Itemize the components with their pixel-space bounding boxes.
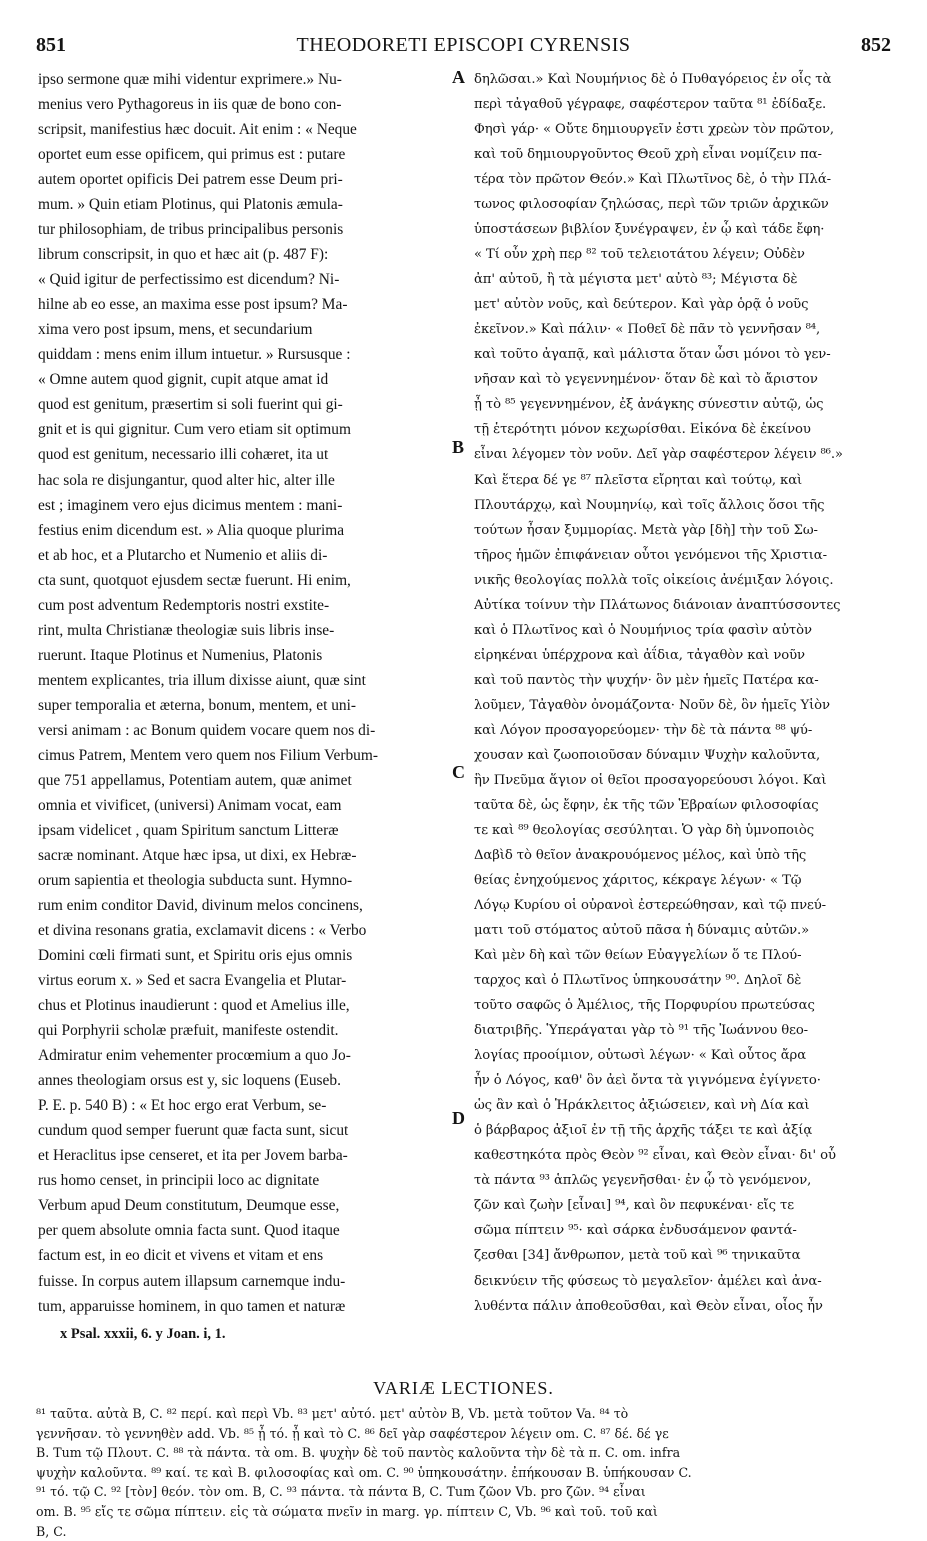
- greek-text-line: τῆρος ἡμῶν ἐπιφάνειαν οὗτοι γενόμενοι τῆς Χριστια-: [474, 547, 827, 563]
- latin-text-line: tum, apparuisse hominem, in quo tamen et naturæ: [38, 1297, 346, 1315]
- margin-letter-c: C: [452, 762, 465, 782]
- latin-text-line: quiddam : mens enim illum intuetur. » Rursusque :: [38, 346, 351, 364]
- latin-text-line: versi animam : ac Bonum quidem vocare quem nos di-: [38, 721, 376, 739]
- latin-text-line: et ab hoc, et a Plutarcho et Numenio et aliis di-: [38, 546, 328, 564]
- latin-text-line: tur philosophiam, de tribus principalibus personis: [38, 221, 344, 239]
- greek-text-line: Αὐτίκα τοίνυν τὴν Πλάτωνος διάνοιαν ἀναπτύσσοντες: [474, 597, 841, 613]
- latin-text-line: factum est, in eo dicit et vivens et vitam et ens: [38, 1247, 324, 1265]
- greek-text-line: ματι τοῦ στόματος αὐτοῦ πᾶσα ἡ δύναμις αὐτῶν.»: [474, 923, 810, 939]
- greek-text-line: « Τί οὖν χρὴ περ ⁸² τοῦ τελειοτάτου λέγειν; Οὐδὲν: [474, 247, 805, 263]
- greek-text-line: ὡς ἂν καὶ ὁ Ἡράκλειτος ἀξιώσειεν, καὶ νὴ Δία καὶ: [474, 1098, 810, 1114]
- greek-text-line: νικῆς θεολογίας πολλὰ τοῖς οἰκείοις ἀνέμιξαν λόγοις.: [474, 572, 834, 588]
- greek-text-line: τὰ πάντα ⁹³ ἁπλῶς γεγενῆσθαι· ἐν ᾧ τὸ γενόμενον,: [474, 1173, 812, 1189]
- greek-text-line: δεικνύειν τῆς φύσεως τὸ μεγαλεῖον· ἀμέλει καὶ ἀνα-: [474, 1273, 822, 1289]
- latin-text-line: P. E. p. 540 B) : « Et hoc ergo erat Verbum, se-: [38, 1097, 327, 1115]
- latin-text-line: gnit et is qui gignitur. Cum vero etiam sit optimum: [38, 421, 351, 439]
- variant-reading-line: ⁹¹ τό. τῷ C. ⁹² [τὸν] θεόν. τὸν om. B, C. ⁹³ πάντα. τὰ πάντα B, C. Tum ζῶον Vb. pro ζῶν. ⁹⁴ εἶναι: [36, 1484, 646, 1500]
- greek-text-line: Λόγῳ Κυρίου οἱ οὐρανοὶ ἐστερεώθησαν, καὶ τῷ πνεύ-: [474, 898, 827, 914]
- latin-text-line: ipso sermone quæ mihi videntur exprimere.» Nu-: [38, 71, 342, 88]
- variant-reading-line: γεννῆσαν. τὸ γεννηθὲν add. Vb. ⁸⁵ ᾖ τό. ᾖ καὶ τὸ C. ⁸⁶ δεῖ γὰρ σαφέστερον λέγειν om. C. ⁸⁷ δέ. δέ γε: [36, 1425, 669, 1441]
- greek-text-line: Πλουτάρχῳ, καὶ Νουμηνίῳ, καὶ τοῖς ἄλλοις ὅσοι τῆς: [474, 497, 825, 513]
- page-title: THEODORETI EPISCOPI CYRENSIS: [296, 34, 631, 56]
- latin-text-line: fuisse. In corpus autem illapsum carnemque indu-: [38, 1272, 346, 1290]
- greek-text-line: σῶμα πίπτειν ⁹⁵· καὶ σάρκα ἐνδυσάμενον φαντά-: [474, 1223, 797, 1239]
- margin-letter-b: B: [452, 437, 465, 457]
- greek-text-line: λοῦμεν, Τἀγαθὸν ὀνομάζοντα· Νοῦν δὲ, ὃν ἡμεῖς Υἱὸν: [474, 697, 830, 713]
- latin-text-line: rum enim conditor David, divinum melos concinens,: [38, 897, 363, 915]
- latin-text-line: quod est genitum, præsertim si soli fuerint qui gi-: [38, 396, 343, 414]
- greek-text-line: τέρα τὸν πρῶτον Θεόν.» Καὶ Πλωτῖνος δὲ, ὁ τὴν Πλά-: [474, 172, 831, 188]
- latin-text-line: chus et Plotinus inaudierunt : quod et Amelius ille,: [38, 997, 350, 1015]
- latin-text-line: super temporalia et æterna, bonum, mentem, et uni-: [38, 696, 356, 714]
- greek-text-line: τοῦτο σαφῶς ὁ Ἀμέλιος, τῆς Πορφυρίου πρωτεύσας: [474, 998, 815, 1014]
- variant-reading-line: B. Tum τῷ Πλουτ. C. ⁸⁸ τὰ πάντα. τὰ om. B. ψυχὴν δὲ τοῦ παντὸς καλοῦντα τὴν δὲ τὰ π. C. om. infra: [36, 1445, 681, 1461]
- margin-letter-d: D: [452, 1108, 465, 1128]
- greek-text-line: Φησὶ γάρ· « Οὔτε δημιουργεῖν ἐστι χρεὼν τὸν πρῶτον,: [474, 122, 835, 138]
- latin-text-line: cimus Patrem, Mentem vero quem nos Filium Verbum-: [38, 746, 378, 764]
- running-head: [36, 34, 891, 64]
- variant-reading-line: ψυχὴν καλοῦντα. ⁸⁹ καί. τε καὶ B. φιλοσοφίας καὶ om. C. ⁹⁰ ὑπηκουσάτην. ἐπήκουσαν B. ὑπήκουσαν C.: [36, 1464, 692, 1480]
- latin-text-line: omnia et vivificet, (universi) Animam vocat, eam: [38, 796, 342, 814]
- latin-text-line: ruerunt. Itaque Plotinus et Numenius, Platonis: [38, 646, 323, 664]
- greek-text-line: λογίας προοίμιον, οὑτωσὶ λέγων· « Καὶ οὗτος ἄρα: [474, 1048, 806, 1064]
- greek-text-line: ᾖ τὸ ⁸⁵ γεγεννημένον, ἐξ ἀνάγκης σύνεστιν αὐτῷ, ὡς: [474, 397, 824, 413]
- latin-text-line: que 751 appellamus, Potentiam autem, quæ animet: [38, 771, 352, 789]
- latin-text-line: est ; imaginem vero ejus dicimus mentem : mani-: [38, 496, 343, 514]
- greek-text-line: λυθέντα πάλιν ἀποθεοῦσθαι, καὶ Θεὸν εἶναι, οἷος ἦν: [474, 1298, 823, 1314]
- greek-text-line: καὶ τοῦτο ἀγαπᾷ, καὶ μάλιστα ὅταν ὦσι μόνοι τὸ γεν-: [474, 347, 831, 363]
- latin-text-line: cta sunt, quotquot ejusdem sectæ fuerunt. Hi enim,: [38, 571, 351, 589]
- latin-text-line: qui Porphyrii scholæ præfuit, manifeste ostendit.: [38, 1022, 339, 1040]
- latin-text-line: et divina resonans gratia, exclamavit dicens : « Verbo: [38, 922, 367, 940]
- latin-text-line: « Omne autem quod gignit, cupit atque amat id: [38, 371, 329, 389]
- greek-text-line: ταῦτα δὲ, ὡς ἔφην, ἐκ τῆς τῶν Ἑβραίων φιλοσοφίας: [474, 797, 819, 813]
- latin-text-line: autem oportet opificis Dei patrem esse Deum pri-: [38, 171, 343, 189]
- latin-text-line: quod est genitum, necessario illi cohæret, ita ut: [38, 446, 329, 464]
- latin-text-line: et Heraclitus ipse censeret, et ita per Jovem barba-: [38, 1147, 348, 1165]
- page-number-right: 852: [861, 34, 891, 56]
- greek-text-line: καθεστηκότα πρὸς Θεὸν ⁹² εἶναι, καὶ Θεὸν εἶναι· δι' οὗ: [474, 1148, 836, 1164]
- greek-text-line: θείας ἐνηχούμενος χάριτος, κέκραγε λέγων· « Τῷ: [474, 873, 802, 888]
- margin-letter-a: A: [452, 67, 465, 87]
- greek-text-line: Καὶ ἕτερα δέ γε ⁸⁷ πλεῖστα εἴρηται καὶ τούτῳ, καὶ: [474, 472, 803, 488]
- latin-text-line: mentem explicantes, tria illum dixisse aiunt, quæ sint: [38, 671, 366, 689]
- greek-text-line: Καὶ μὲν δὴ καὶ τῶν θείων Εὐαγγελίων ὅ τε Πλού-: [474, 948, 802, 964]
- latin-text-line: menius vero Pythagoreus in iis quæ de bono con-: [38, 96, 342, 114]
- latin-text-line: per quem absolute omnia facta sunt. Quod itaque: [38, 1222, 340, 1240]
- greek-text-line: ταρχος καὶ ὁ Πλωτῖνος ὑπηκουσάτην ⁹⁰. Δηλοῖ δὲ: [474, 973, 802, 989]
- greek-text-line: δηλῶσαι.» Καὶ Νουμήνιος δὲ ὁ Πυθαγόρειος ἐν οἷς τὰ: [474, 72, 832, 87]
- variant-reading-line: om. B. ⁹⁵ εἴς τε σῶμα πίπτειν. εἰς τὰ σώματα πνεῖν in marg. γρ. πίπτειν C, Vb. ⁹⁶ καὶ τοῦ. τοῦ καὶ: [36, 1503, 658, 1519]
- footnote: x Psal. xxxii, 6. y Joan. i, 1.: [60, 1326, 226, 1342]
- greek-text-line: τῇ ἑτερότητι μόνον κεχωρίσθαι. Εἰκόνα δὲ ἐκείνου: [474, 422, 811, 438]
- latin-text-line: Domini cœli firmati sunt, et Spiritu oris ejus omnis: [38, 947, 353, 965]
- variae-lectiones: [36, 1404, 893, 1541]
- greek-text-line: τωνος φιλοσοφίαν ζηλώσας, περὶ τῶν τριῶν ἀρχικῶν: [474, 197, 829, 213]
- latin-text-line: mum. » Quin etiam Plotinus, qui Platonis æmula-: [38, 196, 343, 214]
- greek-column: [474, 67, 894, 1319]
- greek-text-line: καὶ ὁ Πλωτῖνος καὶ ὁ Νουμήνιος τρία φασὶν αὐτὸν: [474, 622, 812, 638]
- latin-text-line: rint, multa Christianæ theologiæ suis libris inse-: [38, 621, 335, 639]
- greek-text-line: ἣν Πνεῦμα ἅγιον οἱ θεῖοι προσαγορεύουσι λόγοι. Καὶ: [474, 772, 827, 788]
- greek-text-line: ζῶν καὶ ζωὴν [εἶναι] ⁹⁴, καὶ ὂν πεφυκέναι· εἴς τε: [474, 1198, 794, 1214]
- greek-text-line: διατριβῆς. Ὑπεράγαται γὰρ τὸ ⁹¹ τῆς Ἰωάννου θεο-: [474, 1023, 809, 1039]
- variae-lectiones-title: VARIÆ LECTIONES.: [373, 1378, 554, 1398]
- greek-text-line: ὁ βάρβαρος ἀξιοῖ ἐν τῇ τῆς ἀρχῆς τάξει τε καὶ ἀξίᾳ: [474, 1123, 813, 1139]
- latin-text-line: festius enim dicendum est. » Alia quoque plurima: [38, 521, 345, 539]
- greek-text-line: καὶ τοῦ δημιουργοῦντος Θεοῦ χρὴ εἶναι νομίζειν πα-: [474, 147, 822, 163]
- variant-reading-line: B, C.: [36, 1523, 67, 1539]
- greek-text-line: περὶ τἀγαθοῦ γέγραφε, σαφέστερον ταῦτα ⁸¹ ἐδίδαξε.: [474, 97, 827, 113]
- greek-text-line: ἦν ὁ Λόγος, καθ' ὃν ἀεὶ ὄντα τὰ γιγνόμενα ἐγίγνετο·: [474, 1073, 821, 1089]
- greek-text-line: νῆσαν καὶ τὸ γεγεννημένον· ὅταν δὲ καὶ τὸ ἄριστον: [474, 372, 818, 388]
- latin-text-line: annes theologiam orsus est y, sic loquens (Euseb.: [38, 1072, 341, 1090]
- latin-text-line: oportet eum esse opificem, qui primus est : putare: [38, 146, 346, 164]
- greek-text-line: εἶναι λέγομεν τὸν νοῦν. Δεῖ γὰρ σαφέστερον λέγειν ⁸⁶.»: [474, 447, 843, 463]
- greek-text-line: καὶ Λόγον προσαγορεύομεν· τὴν δὲ τὰ πάντα ⁸⁸ ψύ-: [474, 722, 813, 738]
- greek-text-line: χουσαν καὶ ζωοποιοῦσαν δύναμιν Ψυχὴν καλοῦντα,: [474, 747, 821, 763]
- greek-text-line: τε καὶ ⁸⁹ θεολογίας σεσύληται. Ὁ γὰρ δὴ ὑμνοποιὸς: [474, 822, 815, 838]
- latin-text-line: hilne ab eo esse, an maxima esse post ipsum? Ma-: [38, 296, 348, 314]
- greek-text-line: ὑποστάσεων βιβλίον ξυνέγραψεν, ἐν ᾧ καὶ τάδε ἔφη·: [474, 222, 825, 238]
- latin-text-line: Verbum apud Deum constitutum, Deumque esse,: [38, 1197, 340, 1215]
- greek-text-line: ἀπ' αὐτοῦ, ἢ τὰ μέγιστα μετ' αὐτὸ ⁸³; Μέγιστα δὲ: [474, 272, 798, 288]
- latin-text-line: ipsam videlicet , quam Spiritum sanctum Litteræ: [38, 821, 339, 839]
- latin-text-line: scripsit, manifestius hæc docuit. Ait enim : « Neque: [38, 121, 357, 139]
- latin-text-line: virtus eorum x. » Sed et sacra Evangelia et Plutar-: [38, 972, 347, 990]
- latin-text-line: sacræ nominant. Atque hæc ipsa, ut dixi, ex Hebræ-: [38, 846, 357, 864]
- greek-text-line: Δαβὶδ τὸ θεῖον ἀνακρουόμενος μέλος, καὶ ὑπὸ τῆς: [474, 847, 807, 863]
- greek-text-line: τούτων ἦσαν ξυμμορίας. Μετὰ γὰρ [δὴ] τὴν τοῦ Σω-: [474, 522, 818, 538]
- latin-text-line: Admiratur enim vehementer procœmium a quo Jo-: [38, 1047, 351, 1065]
- greek-text-line: ἐκεῖνον.» Καὶ πάλιν· « Ποθεῖ δὲ πᾶν τὸ γεννῆσαν ⁸⁴,: [474, 322, 821, 338]
- latin-text-line: xima vero post ipsum, mens, et secundarium: [38, 321, 313, 339]
- variant-reading-line: ⁸¹ ταῦτα. αὐτὰ B, C. ⁸² περί. καὶ περὶ Vb. ⁸³ μετ' αὐτό. μετ' αὐτὸν B, Vb. μετὰ τοῦτον Va. ⁸⁴ τὸ: [36, 1406, 629, 1421]
- greek-text-line: μετ' αὐτὸν νοῦς, καὶ δεύτερον. Καὶ γὰρ ὁρᾷ ὁ νοῦς: [474, 297, 809, 313]
- page-number-left: 851: [36, 34, 66, 56]
- greek-text-line: εἰρηκέναι ὑπέρχρονα καὶ ἀΐδια, τἀγαθὸν καὶ νοῦν: [474, 647, 805, 663]
- latin-text-line: librum conscripsit, in quo et hæc ait (p. 487 F):: [38, 246, 329, 264]
- latin-text-line: hac sola re disjungantur, quod alter hic, alter ille: [38, 471, 335, 489]
- greek-text-line: ζεσθαι [34] ἄνθρωπον, μετὰ τοῦ καὶ ⁹⁶ τηνικαῦτα: [474, 1248, 801, 1264]
- latin-text-line: cundum quod semper fuerunt quæ facta sunt, sicut: [38, 1122, 349, 1140]
- latin-text-line: orum sapientia et theologia subducta sunt. Hymno-: [38, 872, 353, 889]
- latin-text-line: rus homo censet, in principii loco ac dignitate: [38, 1172, 320, 1190]
- latin-text-line: « Quid igitur de perfectissimo est dicendum? Ni-: [38, 271, 340, 289]
- latin-text-line: cum post adventum Redemptoris nostri exstite-: [38, 596, 330, 614]
- greek-text-line: καὶ τοῦ παντὸς τὴν ψυχήν· ὃν μὲν ἡμεῖς Πατέρα κα-: [474, 672, 819, 688]
- latin-column: [38, 67, 458, 1319]
